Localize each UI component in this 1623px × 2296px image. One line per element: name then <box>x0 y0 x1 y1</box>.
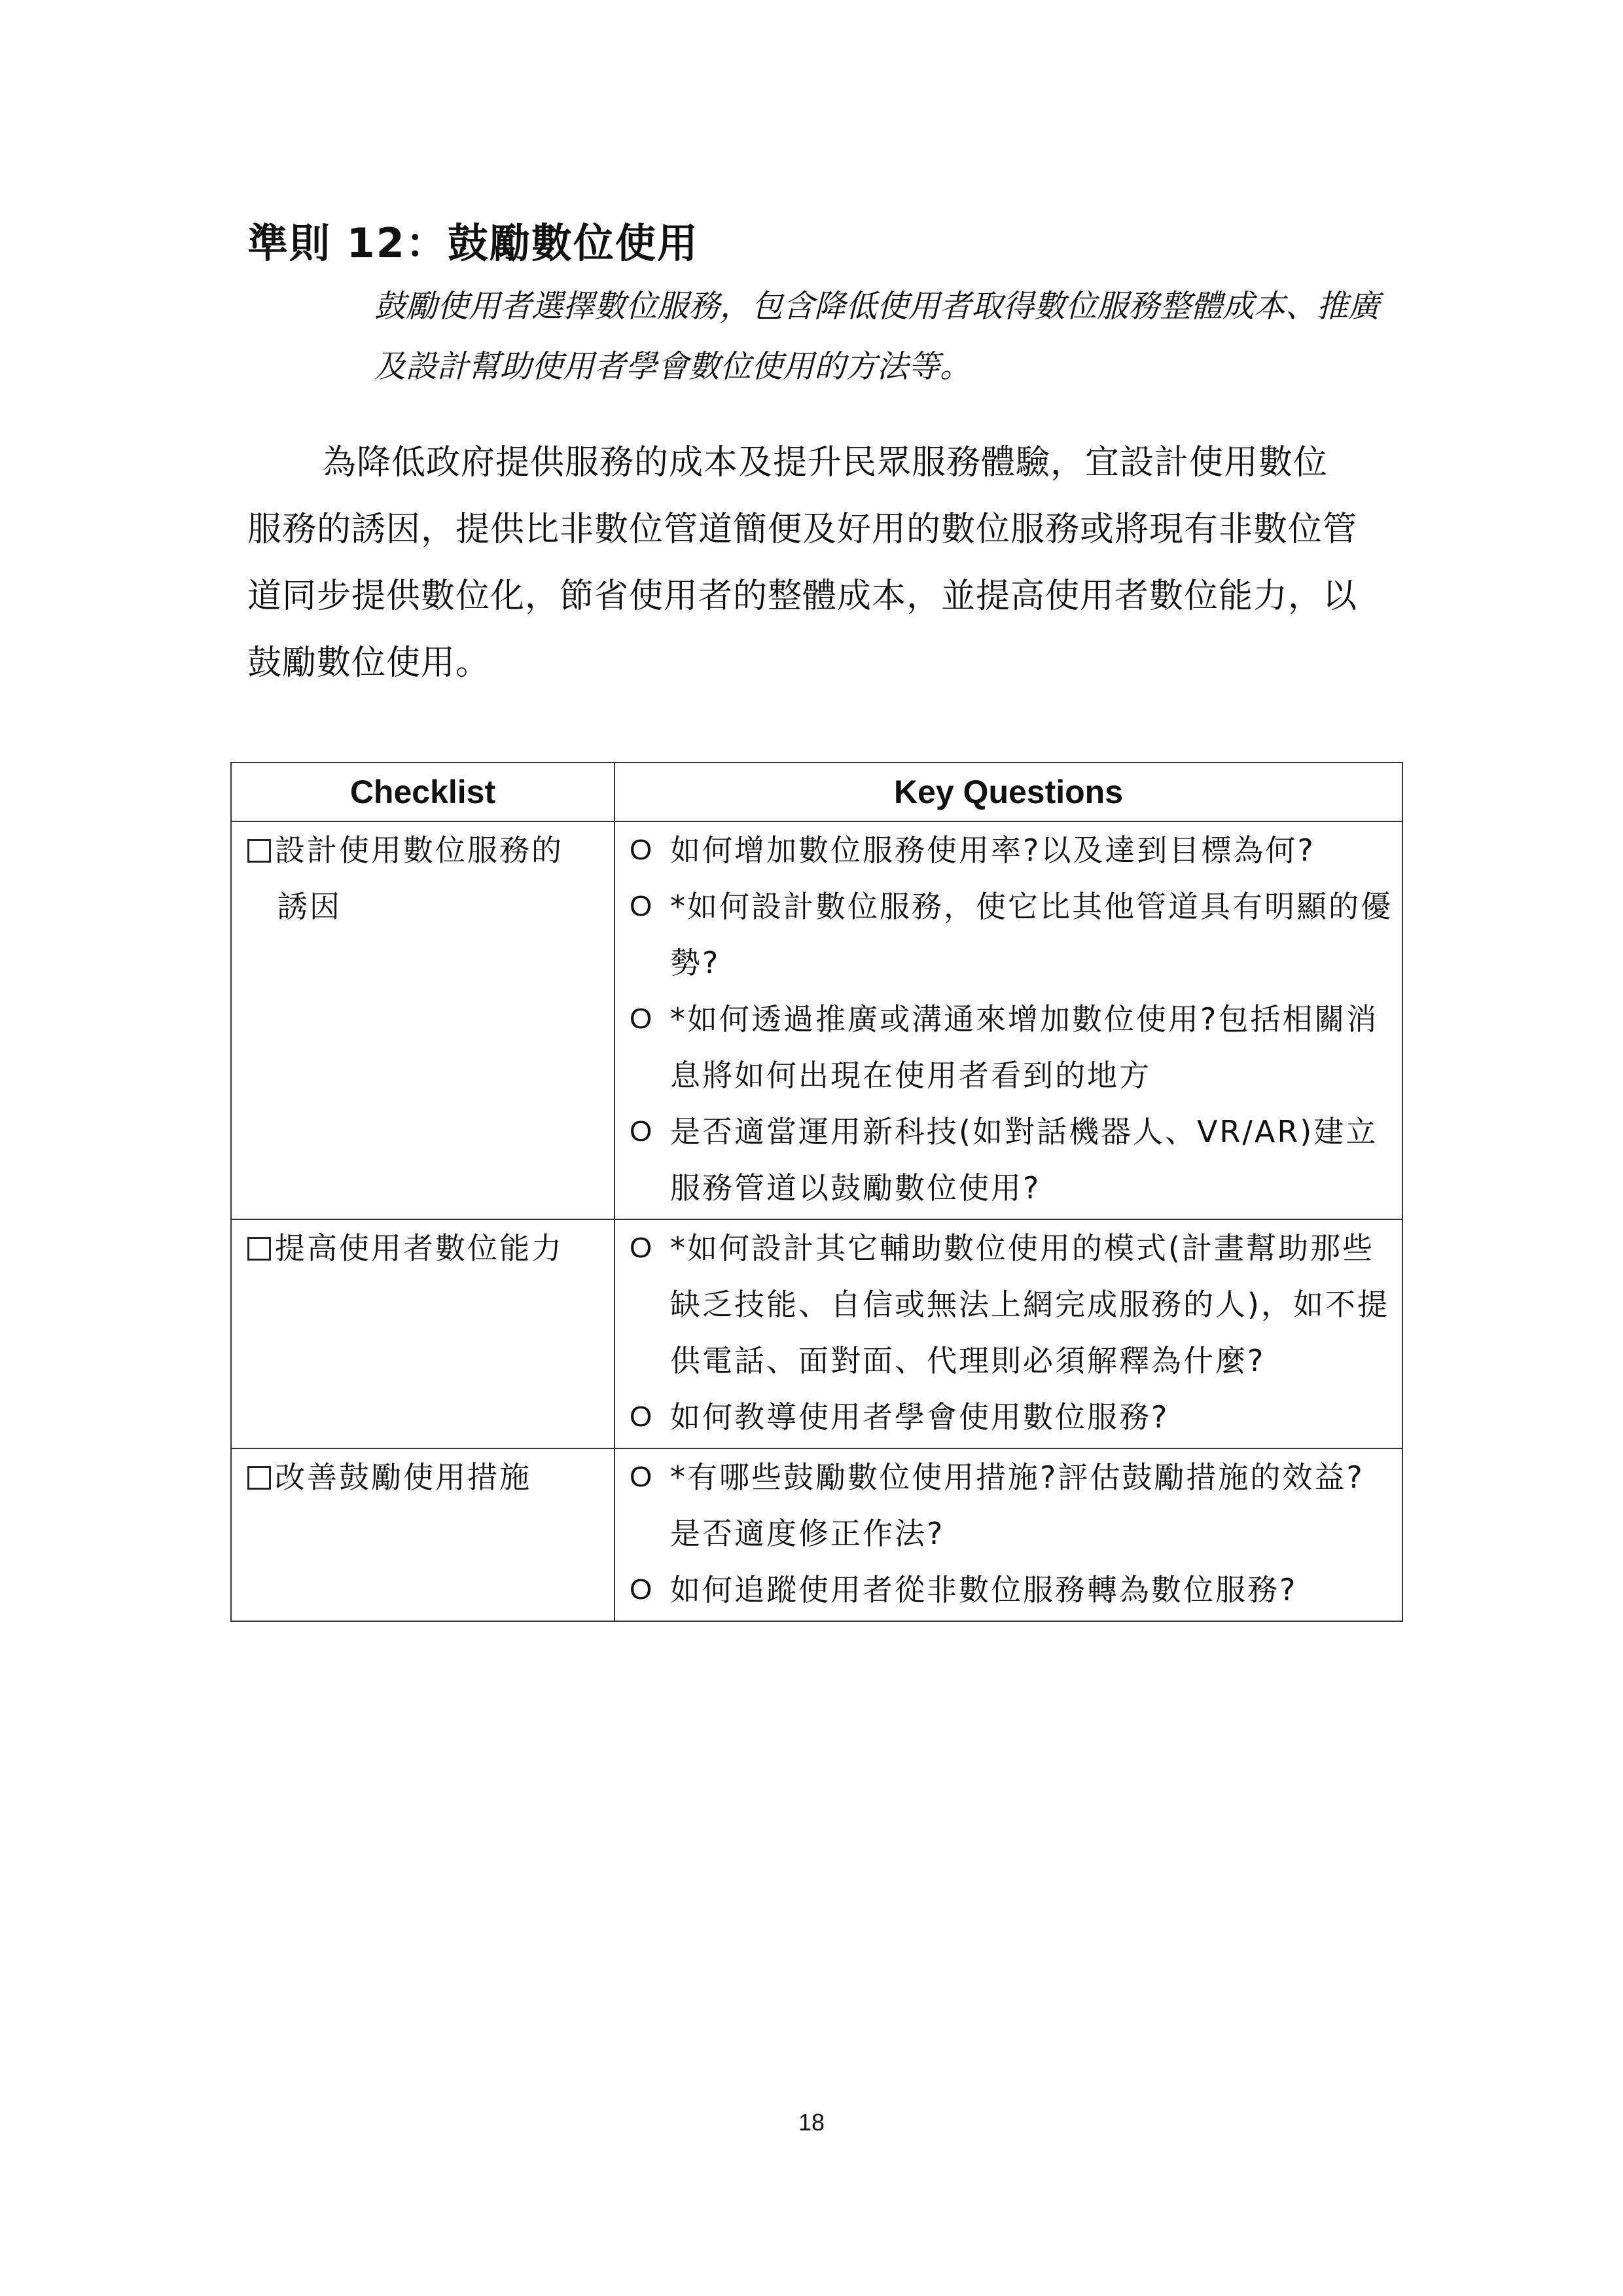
checklist-item-label-cont: 誘因 <box>277 889 342 924</box>
circle-bullet-icon: O <box>630 1003 654 1035</box>
body-paragraph: 為降低政府提供服務的成本及提升民眾服務體驗，宜設計使用數位服務的誘因，提供比非數位管道簡便及好用的數位服務或將現有非數位管道同步提供數位化，節省使用者的整體成本，並提高使用者數位能力，以鼓勵數位使用。 <box>247 443 1358 683</box>
checklist-table <box>230 762 1403 1622</box>
question-item <box>630 1389 1394 1445</box>
checklist-item <box>231 1448 615 1621</box>
circle-bullet-icon: O <box>630 1115 654 1147</box>
page-number: 18 <box>798 2109 825 2136</box>
question-text: *如何透過推廣或溝通來增加數位使用?包括相關消息將如何出現在使用者看到的地方 <box>670 1001 1379 1093</box>
table-row <box>231 1219 1402 1448</box>
circle-bullet-icon: O <box>630 1461 654 1493</box>
checkbox-icon[interactable] <box>247 839 271 863</box>
checkbox-icon[interactable] <box>247 1466 271 1490</box>
question-item <box>630 991 1394 1103</box>
checkbox-icon[interactable] <box>247 1237 271 1261</box>
key-questions-cell <box>615 821 1402 1219</box>
page-title: 準則 12：鼓勵數位使用 <box>247 219 699 267</box>
question-text: *如何設計其它輔助數位使用的模式(計畫幫助那些缺乏技能、自信或無法上網完成服務的人)，如不提供電話、面對面、代理則必須解釋為什麼? <box>670 1230 1389 1378</box>
checklist-item-label: 改善鼓勵使用措施 <box>275 1460 531 1495</box>
key-questions-cell <box>615 1448 1402 1621</box>
question-item <box>630 1562 1394 1618</box>
circle-bullet-icon: O <box>630 834 654 866</box>
checklist-item <box>231 1219 615 1448</box>
question-item <box>630 878 1394 991</box>
question-text: *有哪些鼓勵數位使用措施?評估鼓勵措施的效益?是否適度修正作法? <box>670 1460 1364 1551</box>
table-row <box>231 821 1402 1219</box>
question-item <box>630 1220 1394 1389</box>
question-text: 如何追蹤使用者從非數位服務轉為數位服務? <box>670 1572 1298 1607</box>
question-text: 如何教導使用者學會使用數位服務? <box>670 1399 1169 1435</box>
question-item <box>630 1449 1394 1562</box>
checklist-item-label: 提高使用者數位能力 <box>275 1230 563 1266</box>
circle-bullet-icon: O <box>630 890 654 922</box>
key-questions-cell <box>615 1219 1402 1448</box>
circle-bullet-icon: O <box>630 1232 654 1264</box>
table-row <box>231 1448 1402 1621</box>
key-questions-header: Key Questions <box>615 762 1402 821</box>
question-text: *如何設計數位服務，使它比其他管道具有明顯的優勢? <box>670 889 1393 980</box>
checklist-item <box>231 821 615 1219</box>
question-item <box>630 1103 1394 1216</box>
table-header-row <box>231 762 1402 821</box>
checklist-item-label: 設計使用數位服務的 <box>275 833 563 868</box>
question-item <box>630 822 1394 878</box>
circle-bullet-icon: O <box>630 1401 654 1433</box>
checklist-header: Checklist <box>231 762 615 821</box>
question-text: 是否適當運用新科技(如對話機器人、VR/AR)建立服務管道以鼓勵數位使用? <box>670 1114 1378 1206</box>
circle-bullet-icon: O <box>630 1573 654 1605</box>
question-text: 如何增加數位服務使用率?以及達到目標為何? <box>670 833 1315 868</box>
guideline-summary: 鼓勵使用者選擇數位服務，包含降低使用者取得數位服務整體成本、推廣及設計幫助使用者學會數位使用的方法等。 <box>374 288 1380 385</box>
